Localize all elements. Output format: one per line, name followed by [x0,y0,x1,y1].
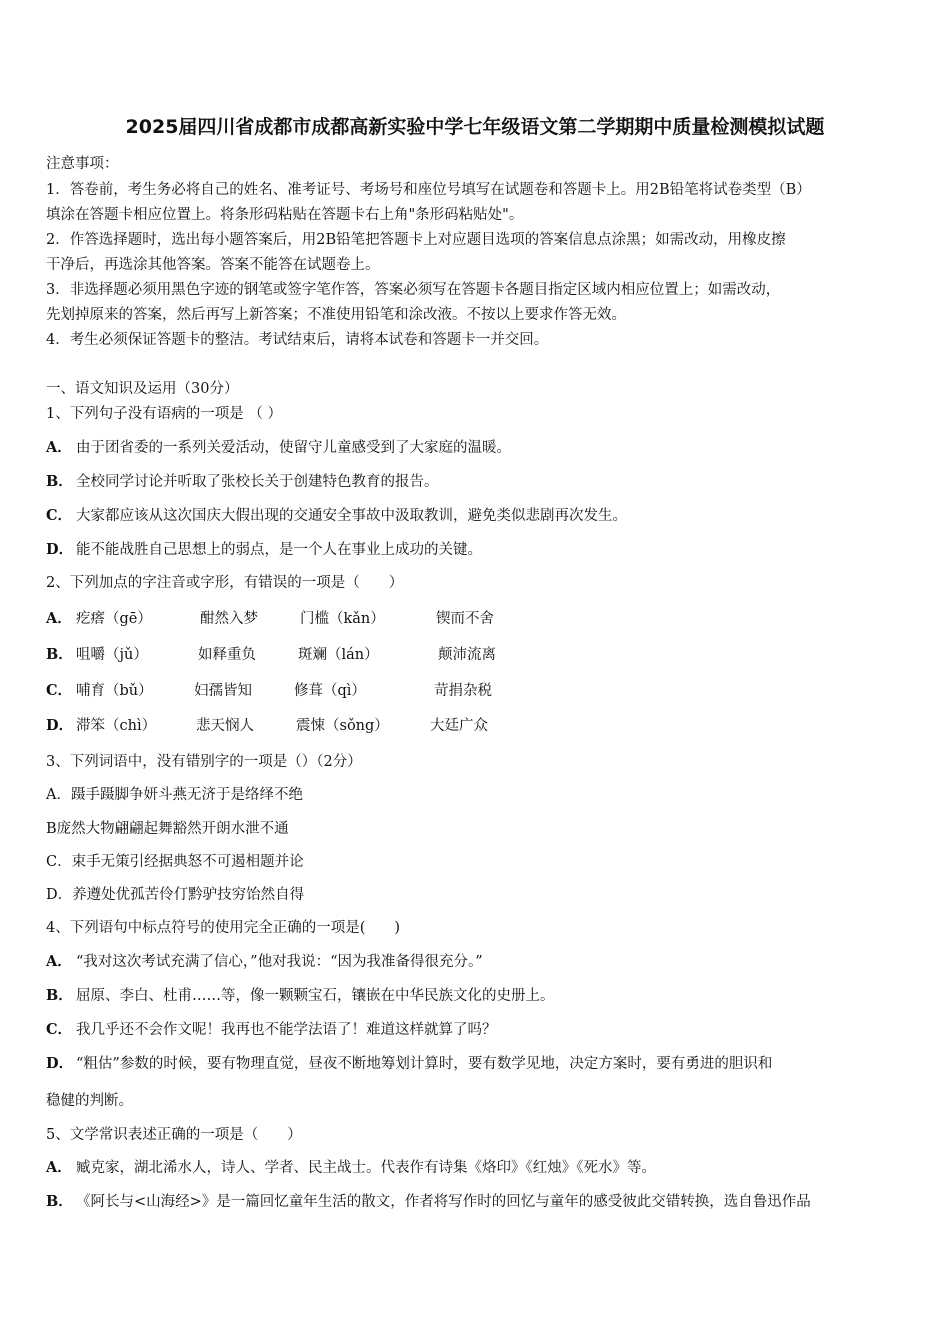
question-2-stem: 2、下列加点的字注音或字形，有错误的一项是（ ） [46,575,404,591]
notice-line: 2．作答选择题时，选出每小题答案后，用2B铅笔把答题卡上对应题目选项的答案信息点涂黑；如需改动，用橡皮擦 [46,232,786,248]
option-cell: 苛捐杂税 [434,683,492,699]
option-label: B． [46,473,73,490]
option-label: B． [46,987,73,1004]
option-text: 大家都应该从这次国庆大假出现的交通安全事故中汲取教训，避免类似悲剧再次发生。 [76,508,627,524]
option-cell: 如释重负 [198,647,256,663]
option-cell: 哺育（bǔ） [76,683,153,699]
option-cell: 大廷广众 [430,718,488,734]
option-cell: 酣然入梦 [200,611,258,627]
question-1-option-c [46,504,627,525]
question-5-option-a [46,1156,656,1177]
option-cell: 斑斓（lán） [298,647,379,663]
notice-line: 填涂在答题卡相应位置上。将条形码粘贴在答题卡右上角"条形码粘贴处"。 [46,207,524,223]
question-2-option-d [46,714,746,734]
option-text: 臧克家，湖北浠水人，诗人、学者、民主战士。代表作有诗集《烙印》《红烛》《死水》等。 [76,1160,656,1176]
question-4-option-d [46,1052,772,1073]
option-label: C． [46,682,73,699]
option-cell: 妇孺皆知 [194,683,252,699]
notice-line: 先划掉原来的答案，然后再写上新答案；不准使用铅笔和涂改液。不按以上要求作答无效。 [46,307,626,323]
option-cell: 锲而不舍 [436,611,494,627]
notice-line: 1．答卷前，考生务必将自己的姓名、准考证号、考场号和座位号填写在试题卷和答题卡上。用2B铅笔将试卷类型（B） [46,182,811,198]
question-5-stem: 5、文学常识表述正确的一项是（ ） [46,1127,302,1143]
question-1-option-b [46,470,439,491]
option-label: B． [46,1193,73,1210]
option-cell: 滞笨（chì） [76,718,157,734]
option-label: A． [46,610,72,627]
option-label: D． [46,1055,74,1072]
option-text: “粗估”参数的时候，要有物理直觉，昼夜不断地筹划计算时，要有数学见地，决定方案时，要有勇进的胆识和 [76,1056,773,1072]
question-3-option-b: B庞然大物翩翩起舞豁然开朗水泄不通 [46,821,289,837]
option-text: 《阿长与<山海经>》是一篇回忆童年生活的散文，作者将写作时的回忆与童年的感受彼此交错转换，选自鲁迅作品 [76,1194,811,1210]
option-cell: 咀嚼（jǔ） [76,647,148,663]
option-cell: 震悚（sǒng） [296,718,389,734]
question-1-option-a [46,436,511,457]
question-1-option-d [46,538,482,559]
exam-title: 2025届四川省成都市成都高新实验中学七年级语文第二学期期中质量检测模拟试题 [125,116,825,138]
question-4-option-b [46,984,555,1005]
section-heading: 一、语文知识及运用（30分） [46,381,239,397]
option-text: 能不能战胜自己思想上的弱点，是一个人在事业上成功的关键。 [76,542,482,558]
option-label: A． [46,953,72,970]
option-label: D． [46,717,74,734]
option-cell: 颠沛流离 [438,647,496,663]
question-4-option-d-continuation: 稳健的判断。 [46,1093,133,1109]
question-3-stem: 3、下列词语中，没有错别字的一项是（）（2分） [46,754,362,770]
question-3-option-d: D．养遵处优孤苦伶仃黔驴技穷饴然自得 [46,887,305,903]
option-text: 我几乎还不会作文呢！我再也不能学法语了！难道这样就算了吗？ [76,1022,497,1038]
option-label: C． [46,1021,73,1038]
question-5-option-b [46,1190,811,1211]
option-label: C． [46,507,73,524]
option-cell: 修葺（qì） [294,683,366,699]
option-cell: 门槛（kǎn） [300,611,385,627]
option-cell: 悲天悯人 [196,718,254,734]
notice-line: 干净后，再选涂其他答案。答案不能答在试题卷上。 [46,257,380,273]
option-label: A． [46,439,72,456]
question-4-stem: 4、下列语句中标点符号的使用完全正确的一项是( ) [46,920,401,936]
option-text: 由于团省委的一系列关爱活动，使留守儿童感受到了大家庭的温暖。 [76,440,511,456]
question-2-option-b [46,643,746,663]
option-label: A． [46,1159,72,1176]
question-2-option-c [46,679,746,699]
option-label: B． [46,646,73,663]
question-3-option-c: C．束手无策引经据典怒不可遏相题并论 [46,854,304,870]
question-4-option-c [46,1018,497,1039]
option-cell: 疙瘩（gē） [76,611,152,627]
option-text: 屈原、李白、杜甫……等，像一颗颗宝石，镶嵌在中华民族文化的史册上。 [76,988,555,1004]
question-1-stem: 1、下列句子没有语病的一项是 （ ） [46,406,282,422]
question-4-option-a [46,950,483,971]
question-2-option-a [46,607,746,627]
option-text: “我对这次考试充满了信心，”他对我说：“因为我准备得很充分。” [76,954,483,970]
question-3-option-a: A．蹑手蹑脚争妍斗燕无济于是络绎不绝 [46,787,303,803]
notice-heading: 注意事项： [46,156,119,172]
notice-line: 3．非选择题必须用黑色字迹的钢笔或签字笔作答，答案必须写在答题卡各题目指定区域内相应位置上；如需改动， [46,282,781,298]
option-text: 全校同学讨论并听取了张校长关于创建特色教育的报告。 [76,474,439,490]
option-label: D． [46,541,74,558]
notice-line: 4．考生必须保证答题卡的整洁。考试结束后，请将本试卷和答题卡一并交回。 [46,332,549,348]
